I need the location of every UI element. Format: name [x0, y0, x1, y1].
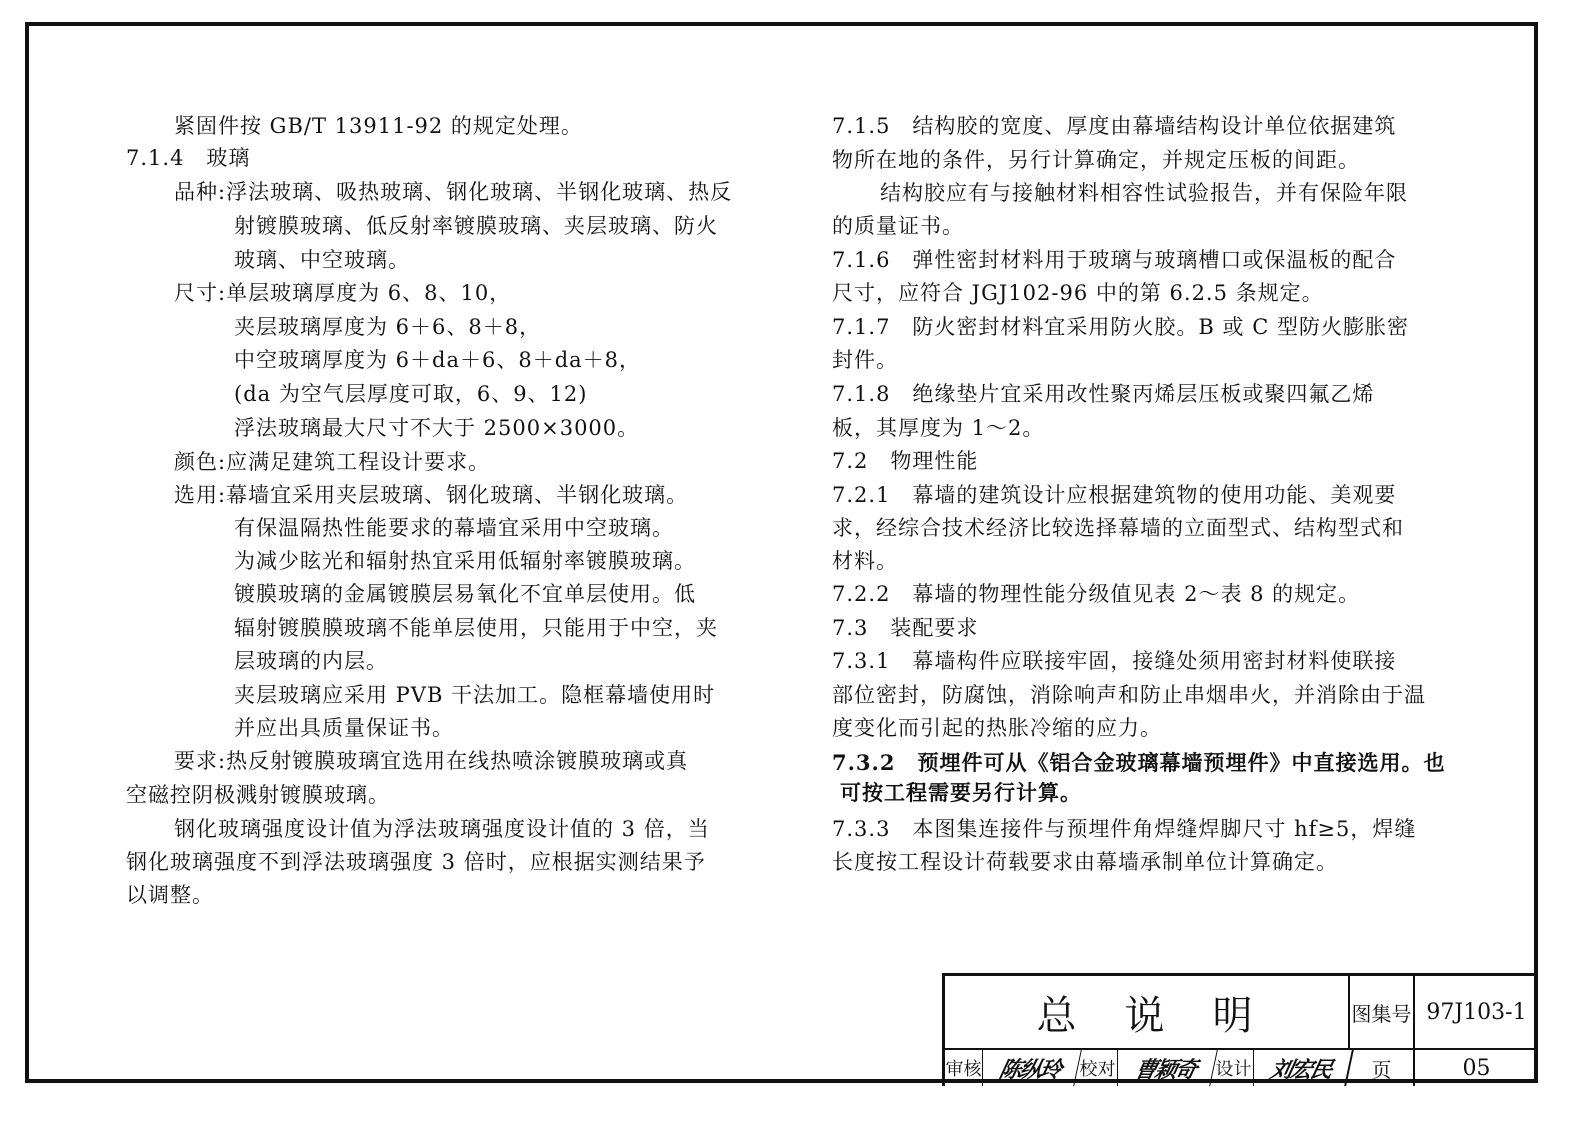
text-line: 度变化而引起的热胀冷缩的应力。	[832, 716, 1162, 740]
atlas-number: 97J103-1	[1415, 976, 1538, 1050]
text-line: 射镀膜玻璃、低反射率镀膜玻璃、夹层玻璃、防火	[234, 214, 718, 238]
text-line: 结构胶应有与接触材料相容性试验报告，并有保险年限	[880, 181, 1408, 205]
text-line: 7.3.3 本图集连接件与预埋件角焊缝焊脚尺寸 hf≥5，焊缝	[832, 817, 1417, 841]
text-line: 7.1.5 结构胶的宽度、厚度由幕墙结构设计单位依据建筑	[832, 114, 1397, 138]
text-line: 板，其厚度为 1～2。	[832, 416, 1045, 440]
text-line: 尺寸:单层玻璃厚度为 6、8、10，	[174, 281, 512, 305]
design-label: 设计	[1214, 1050, 1254, 1086]
text-line: 封件。	[832, 348, 898, 372]
text-line: 7.2.1 幕墙的建筑设计应根据建筑物的使用功能、美观要	[832, 483, 1397, 507]
drawing-title: 总 说 明	[945, 976, 1350, 1050]
text-line: 镀膜玻璃的金属镀膜层易氧化不宜单层使用。低	[234, 582, 696, 606]
text-line: 浮法玻璃最大尺寸不大于 2500×3000。	[234, 416, 640, 440]
text-line: 要求:热反射镀膜玻璃宜选用在线热喷涂镀膜玻璃或真	[174, 749, 689, 773]
text-line: 尺寸，应符合 JGJ102-96 中的第 6.2.5 条规定。	[832, 281, 1324, 305]
section-heading: 7.1.4 玻璃	[126, 146, 251, 170]
text-line: 玻璃、中空玻璃。	[234, 248, 410, 272]
text-line: 钢化玻璃强度不到浮法玻璃强度 3 倍时，应根据实测结果予	[126, 850, 706, 874]
text-line: 7.3.2 预埋件可从《铝合金玻璃幕墙预埋件》中直接选用。也	[832, 750, 1446, 775]
text-line: 7.2.2 幕墙的物理性能分级值见表 2～表 8 的规定。	[832, 582, 1361, 606]
review-label: 审核	[945, 1050, 983, 1086]
text-line: 的质量证书。	[832, 214, 964, 238]
text-line: 并应出具质量保证书。	[234, 716, 454, 740]
text-line: 钢化玻璃强度设计值为浮法玻璃强度设计值的 3 倍，当	[174, 817, 710, 841]
text-line: (da 为空气层厚度可取，6、9、12)	[234, 382, 588, 406]
text-line: 颜色:应满足建筑工程设计要求。	[174, 450, 491, 474]
text-line: 7.1.6 弹性密封材料用于玻璃与玻璃槽口或保温板的配合	[832, 248, 1397, 272]
design-signature: 刘宏民	[1250, 1050, 1354, 1086]
text-line: 7.1.8 绝缘垫片宜采用改性聚丙烯层压板或聚四氟乙烯	[832, 382, 1375, 406]
check-label: 校对	[1078, 1050, 1118, 1086]
text-line: 中空玻璃厚度为 6＋da＋6、8＋da＋8，	[234, 348, 642, 372]
text-line: 为减少眩光和辐射热宜采用低辐射率镀膜玻璃。	[234, 549, 696, 573]
text-line: 夹层玻璃厚度为 6＋6、8＋8，	[234, 315, 542, 339]
text-line: 辐射镀膜膜玻璃不能单层使用，只能用于中空，夹	[234, 616, 718, 640]
text-line: 7.3.1 幕墙构件应联接牢固，接缝处须用密封材料使联接	[832, 649, 1397, 673]
page-number: 05	[1462, 1055, 1491, 1081]
atlas-number-label: 图集号	[1350, 976, 1415, 1050]
text-line: 层玻璃的内层。	[234, 649, 388, 673]
review-signature: 陈纵玲	[979, 1050, 1082, 1086]
check-signature: 曹颖奇	[1114, 1050, 1218, 1086]
text-line: 夹层玻璃应采用 PVB 干法加工。隐框幕墙使用时	[234, 683, 716, 707]
text-line: 求，经综合技术经济比较选择幕墙的立面型式、结构型式和	[832, 516, 1404, 540]
text-line: 品种:浮法玻璃、吸热玻璃、钢化玻璃、半钢化玻璃、热反	[174, 180, 733, 204]
text-line: 空磁控阴极溅射镀膜玻璃。	[126, 783, 390, 807]
text-line: 部位密封，防腐蚀，消除响声和防止串烟串火，并消除由于温	[832, 683, 1426, 707]
page-label: 页	[1350, 1050, 1415, 1086]
section-heading: 7.2 物理性能	[832, 449, 979, 473]
title-block	[942, 973, 1538, 1086]
text-line: 紧固件按 GB/T 13911-92 的规定处理。	[174, 114, 583, 138]
section-heading: 7.3 装配要求	[832, 616, 979, 640]
text-line: 材料。	[832, 549, 898, 573]
text-line: 长度按工程设计荷载要求由幕墙承制单位计算确定。	[832, 850, 1338, 874]
text-line: 选用:幕墙宜采用夹层玻璃、钢化玻璃、半钢化玻璃。	[174, 483, 689, 507]
text-line: 7.1.7 防火密封材料宜采用防火胶。B 或 C 型防火膨胀密	[832, 315, 1409, 339]
text-line: 可按工程需要另行计算。	[840, 780, 1082, 805]
text-line: 有保温隔热性能要求的幕墙宜采用中空玻璃。	[234, 516, 674, 540]
text-line: 以调整。	[126, 883, 214, 907]
text-line: 物所在地的条件，另行计算确定，并规定压板的间距。	[832, 148, 1360, 172]
